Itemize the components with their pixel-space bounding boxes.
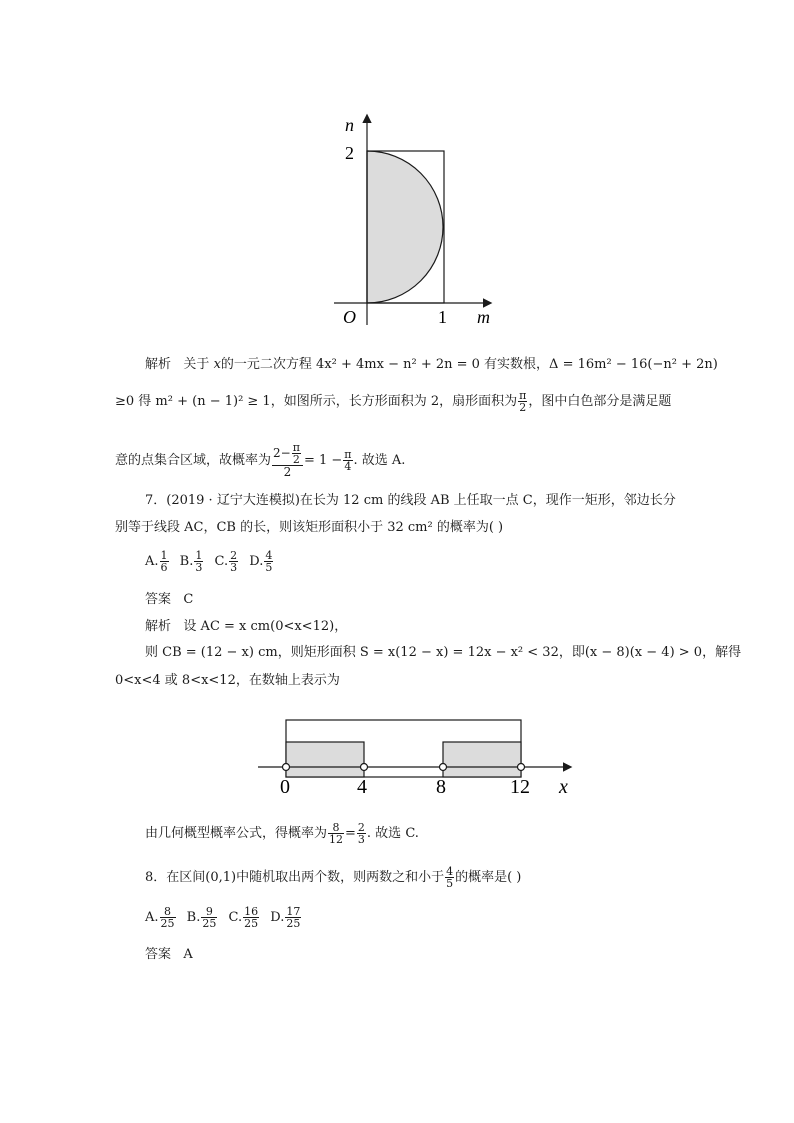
probability-fraction: 2− $\frac{\pi}{2}$ 2 [272,442,303,479]
q7-sol1: 解析 设 AC = x cm(0<x<12)， [145,619,348,634]
q8-options [145,906,308,929]
tick-label-12: 12 [510,776,530,798]
tick-label-0: 0 [280,776,290,798]
sol6-line1: 解析 关于 x的一元二次方程 4x² + 4mx − n² + 2n = 0 有实数根，Δ = 16m² − 16(−n² + 2n) [145,357,718,372]
q7-sol2: 则 CB = (12 − x) cm，则矩形面积 S = x(12 − x) = 12x − x² < 32，即(x − 8)(x − 4) > 0，解得 [145,645,742,660]
q7-line2: 别等于线段 AC，CB 的长，则该矩形面积小于 32 cm² 的概率为( ) [115,520,504,535]
fraction-pi-over-4: $\frac{\pi}{4}$ [344,448,352,473]
open-point-0 [283,764,290,771]
q8-option-d[interactable]: D. $\frac{17}{25}$ [270,905,301,930]
q8-answer: 答案 A [145,947,193,962]
tick-label-8: 8 [436,776,446,798]
q7-sol3: 0<x<4 或 8<x<12，在数轴上表示为 [115,673,340,688]
q7-answer: 答案 C [145,592,194,607]
q8-option-c[interactable]: C. $\frac{16}{25}$ [228,905,259,930]
shaded-interval-8-12 [443,742,521,777]
axis-label-x: x [559,776,568,798]
y-tick-label: 2 [345,143,354,163]
q7-option-d[interactable]: D. $\frac{4}{5}$ [249,549,273,574]
q7-sol4: 由几何概型概率公式，得概率为 $\frac{8}{12}$ = $\frac{2}{3}$ . 故选 C. [145,821,419,846]
q8-option-a[interactable]: A. $\frac{8}{25}$ [145,905,175,930]
sol6-label: 解析 [145,357,172,372]
shaded-interval-0-4 [286,742,364,777]
fraction-pi-over-2: $\frac{\pi}{2}$ [519,389,527,414]
y-axis-label: n [345,115,354,135]
q7-option-c[interactable]: C. $\frac{2}{3}$ [214,549,238,574]
q7-option-b[interactable]: B. $\frac{1}{3}$ [179,549,203,574]
x-axis-label: m [477,307,490,327]
q8-line1: 8．在区间(0,1)中随机取出两个数，则两数之和小于 $\frac{4}{5}$ 的概率是( ) [145,865,522,890]
sol6-line3: 意的点集合区域，故概率为 2− $\frac{\pi}{2}$ 2 = 1 − $\frac{\pi}{4}$ . 故选 A. [115,441,406,479]
origin-label: O [343,307,356,327]
shaded-semicircle [367,151,443,303]
open-point-8 [440,764,447,771]
tick-label-4: 4 [357,776,367,798]
q7-options [145,550,280,573]
sol6-line2: ≥0 得 m² + (n − 1)² ≥ 1，如图所示，长方形面积为 2，扇形面积为 $\frac{\pi}{2}$ ，图中白色部分是满足题 [115,389,672,414]
q8-option-b[interactable]: B. $\frac{9}{25}$ [186,905,217,930]
x-tick-label: 1 [438,307,447,327]
semicircle-figure [0,0,794,340]
q7-option-a[interactable]: A. $\frac{1}{6}$ [145,549,168,574]
open-point-4 [361,764,368,771]
number-line-figure [0,710,794,820]
q7-line1: 7．(2019 · 辽宁大连模拟)在长为 12 cm 的线段 AB 上任取一点 C，现作一矩形，邻边长分 [145,493,676,508]
open-point-12 [518,764,525,771]
